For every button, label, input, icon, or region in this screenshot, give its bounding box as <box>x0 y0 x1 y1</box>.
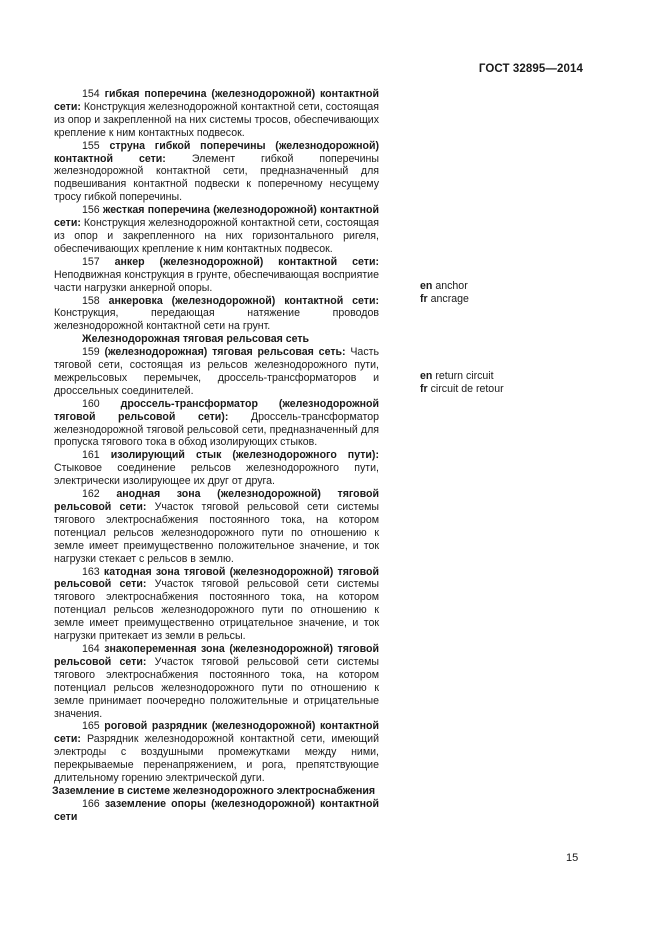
term-title: анкеровка (железнодорожной) контактной сети: <box>108 294 379 307</box>
term-entry-157 <box>54 256 379 295</box>
term-number: 164 <box>82 642 100 655</box>
term-entry-162 <box>54 488 379 565</box>
term-number: 155 <box>82 139 100 152</box>
term-number: 163 <box>82 565 100 578</box>
term-definition: Участок тяговой рельсовой сети системы тягового электроснабжения постоянного тока, на котором потенциал рельсов железнодорожного пути по отношению к земле имеет преимущественно отрицательное значение, и ток нагрузки притекает из земли в рельсы. <box>54 578 379 643</box>
lang-code-en: en <box>420 280 433 292</box>
term-title: знакопеременная зона (железнодорожной) тяговой рельсовой сети: <box>54 642 379 668</box>
term-title: анкер (железнодорожной) контактной сети: <box>114 255 379 268</box>
term-definition: Элемент гибкой поперечины железнодорожной контактной сети, предназначенный для подвешивания контактной подвески к поперечному несущему тросу гибкой поперечины. <box>54 152 379 204</box>
term-title: катодная зона тяговой (железнодорожной) тяговой рельсовой сети: <box>54 565 379 591</box>
term-definition: Конструкция, передающая натяжение проводов железнодорожной контактной сети на грунт. <box>54 307 379 333</box>
terms-column <box>54 88 379 824</box>
term-definition: Стыковое соединение рельсов железнодорожного пути, электрически изолирующее их друг от друга. <box>54 462 379 488</box>
term-entry-166 <box>54 798 379 824</box>
term-number: 165 <box>82 720 100 733</box>
term-title: дроссель-трансформатор (железнодорожной тяговой рельсовой сети): <box>54 397 379 423</box>
section-heading-grounding: Заземление в системе железнодорожного электроснабжения <box>52 784 376 797</box>
lang-code-fr: fr <box>420 382 428 395</box>
term-number: 159 <box>82 346 100 359</box>
term-number: 161 <box>82 449 100 462</box>
term-entry-164 <box>54 643 379 720</box>
page-number: 15 <box>566 852 579 864</box>
equivalent-en <box>420 370 504 383</box>
term-title: струна гибкой поперечины (железнодорожной) контактной сети: <box>54 139 379 165</box>
term-definition: Конструкция железнодорожной контактной сети, состоящая из опор и закрепленного на них горизонтального ригеля, обеспечивающих крепление к ним контактных подвесок. <box>54 217 379 255</box>
term-definition: Разрядник железнодорожной контактной сети, имеющий электроды с воздушными промежутками между ними, перекрываемые перенапряжением, и рога, препятствующие длительному горению электрической дуги. <box>54 733 379 785</box>
term-definition: Участок тяговой рельсовой сети системы тягового электроснабжения постоянного тока, на котором потенциал рельсов железнодорожного пути по отношению к земле имеет преимущественно положительное значение, и ток нагрузки стекает с рельсов в землю. <box>54 501 379 565</box>
lang-code-fr: fr <box>420 292 428 305</box>
term-entry-165 <box>54 720 379 785</box>
term-definition: Участок тяговой рельсовой сети системы тягового электроснабжения постоянного тока, на котором потенциал рельсов железнодорожного пути по отношению к земле принимает поочередно положительные и отрицательные значения. <box>54 655 379 720</box>
term-number: 154 <box>82 88 100 100</box>
equivalent-en <box>420 280 469 293</box>
term-title: роговой разрядник (железнодорожной) контактной сети: <box>54 720 379 746</box>
term-entry-161 <box>54 449 379 488</box>
term-title: анодная зона (железнодорожной) тяговой рельсовой сети: <box>54 488 379 513</box>
term-entry-155 <box>54 140 379 205</box>
term-title: (железнодорожная) тяговая рельсовая сеть: <box>104 346 346 359</box>
equivalent-fr-term: circuit de retour <box>430 382 504 395</box>
term-entry-156 <box>54 204 379 256</box>
term-definition: Дроссель-трансформатор железнодорожной тяговой рельсовой сети, предназначенный для пропуска тягового тока в обход изолирующих стыков. <box>54 410 379 449</box>
equivalent-fr <box>420 293 469 306</box>
term-number: 166 <box>82 797 100 810</box>
term-title: заземление опоры (железнодорожной) контактной сети <box>54 797 379 823</box>
equivalent-en-term: anchor <box>435 280 468 292</box>
term-title: гибкая поперечина (железнодорожной) контактной сети: <box>54 88 379 113</box>
equivalent-fr-term: ancrage <box>430 292 469 305</box>
term-number: 156 <box>82 204 100 217</box>
term-title: жесткая поперечина (железнодорожной) контактной сети: <box>54 204 379 230</box>
equivalents-159 <box>420 370 504 396</box>
term-entry-159 <box>54 346 379 398</box>
standard-code: ГОСТ 32895—2014 <box>478 63 583 75</box>
term-definition: Неподвижная конструкция в грунте, обеспечивающая восприятие части нагрузки анкерной опоры. <box>54 268 379 294</box>
term-number: 162 <box>82 488 100 501</box>
equivalents-157 <box>420 280 469 306</box>
term-title: изолирующий стык (железнодорожного пути): <box>110 449 379 462</box>
lang-code-en: en <box>420 370 433 382</box>
term-number: 157 <box>82 255 100 268</box>
term-definition: Конструкция железнодорожной контактной сети, состоящая из опор и закрепленной на них системы тросов, обеспечивающих крепление к ним контактных подвесок. <box>54 100 379 139</box>
term-number: 158 <box>82 294 100 307</box>
term-number: 160 <box>82 397 100 410</box>
term-entry-163 <box>54 566 379 643</box>
equivalent-fr <box>420 383 504 396</box>
term-entry-154 <box>54 88 379 140</box>
term-definition: Часть тяговой сети, состоящая из рельсов железнодорожного пути, межрельсовых перемычек, дроссель-трансформаторов и дроссельных соединителей. <box>54 346 379 397</box>
equivalent-en-term: return circuit <box>435 370 494 382</box>
section-heading-rail-network: Железнодорожная тяговая рельсовая сеть <box>82 333 310 346</box>
term-entry-158 <box>54 295 379 334</box>
term-entry-160 <box>54 398 379 450</box>
